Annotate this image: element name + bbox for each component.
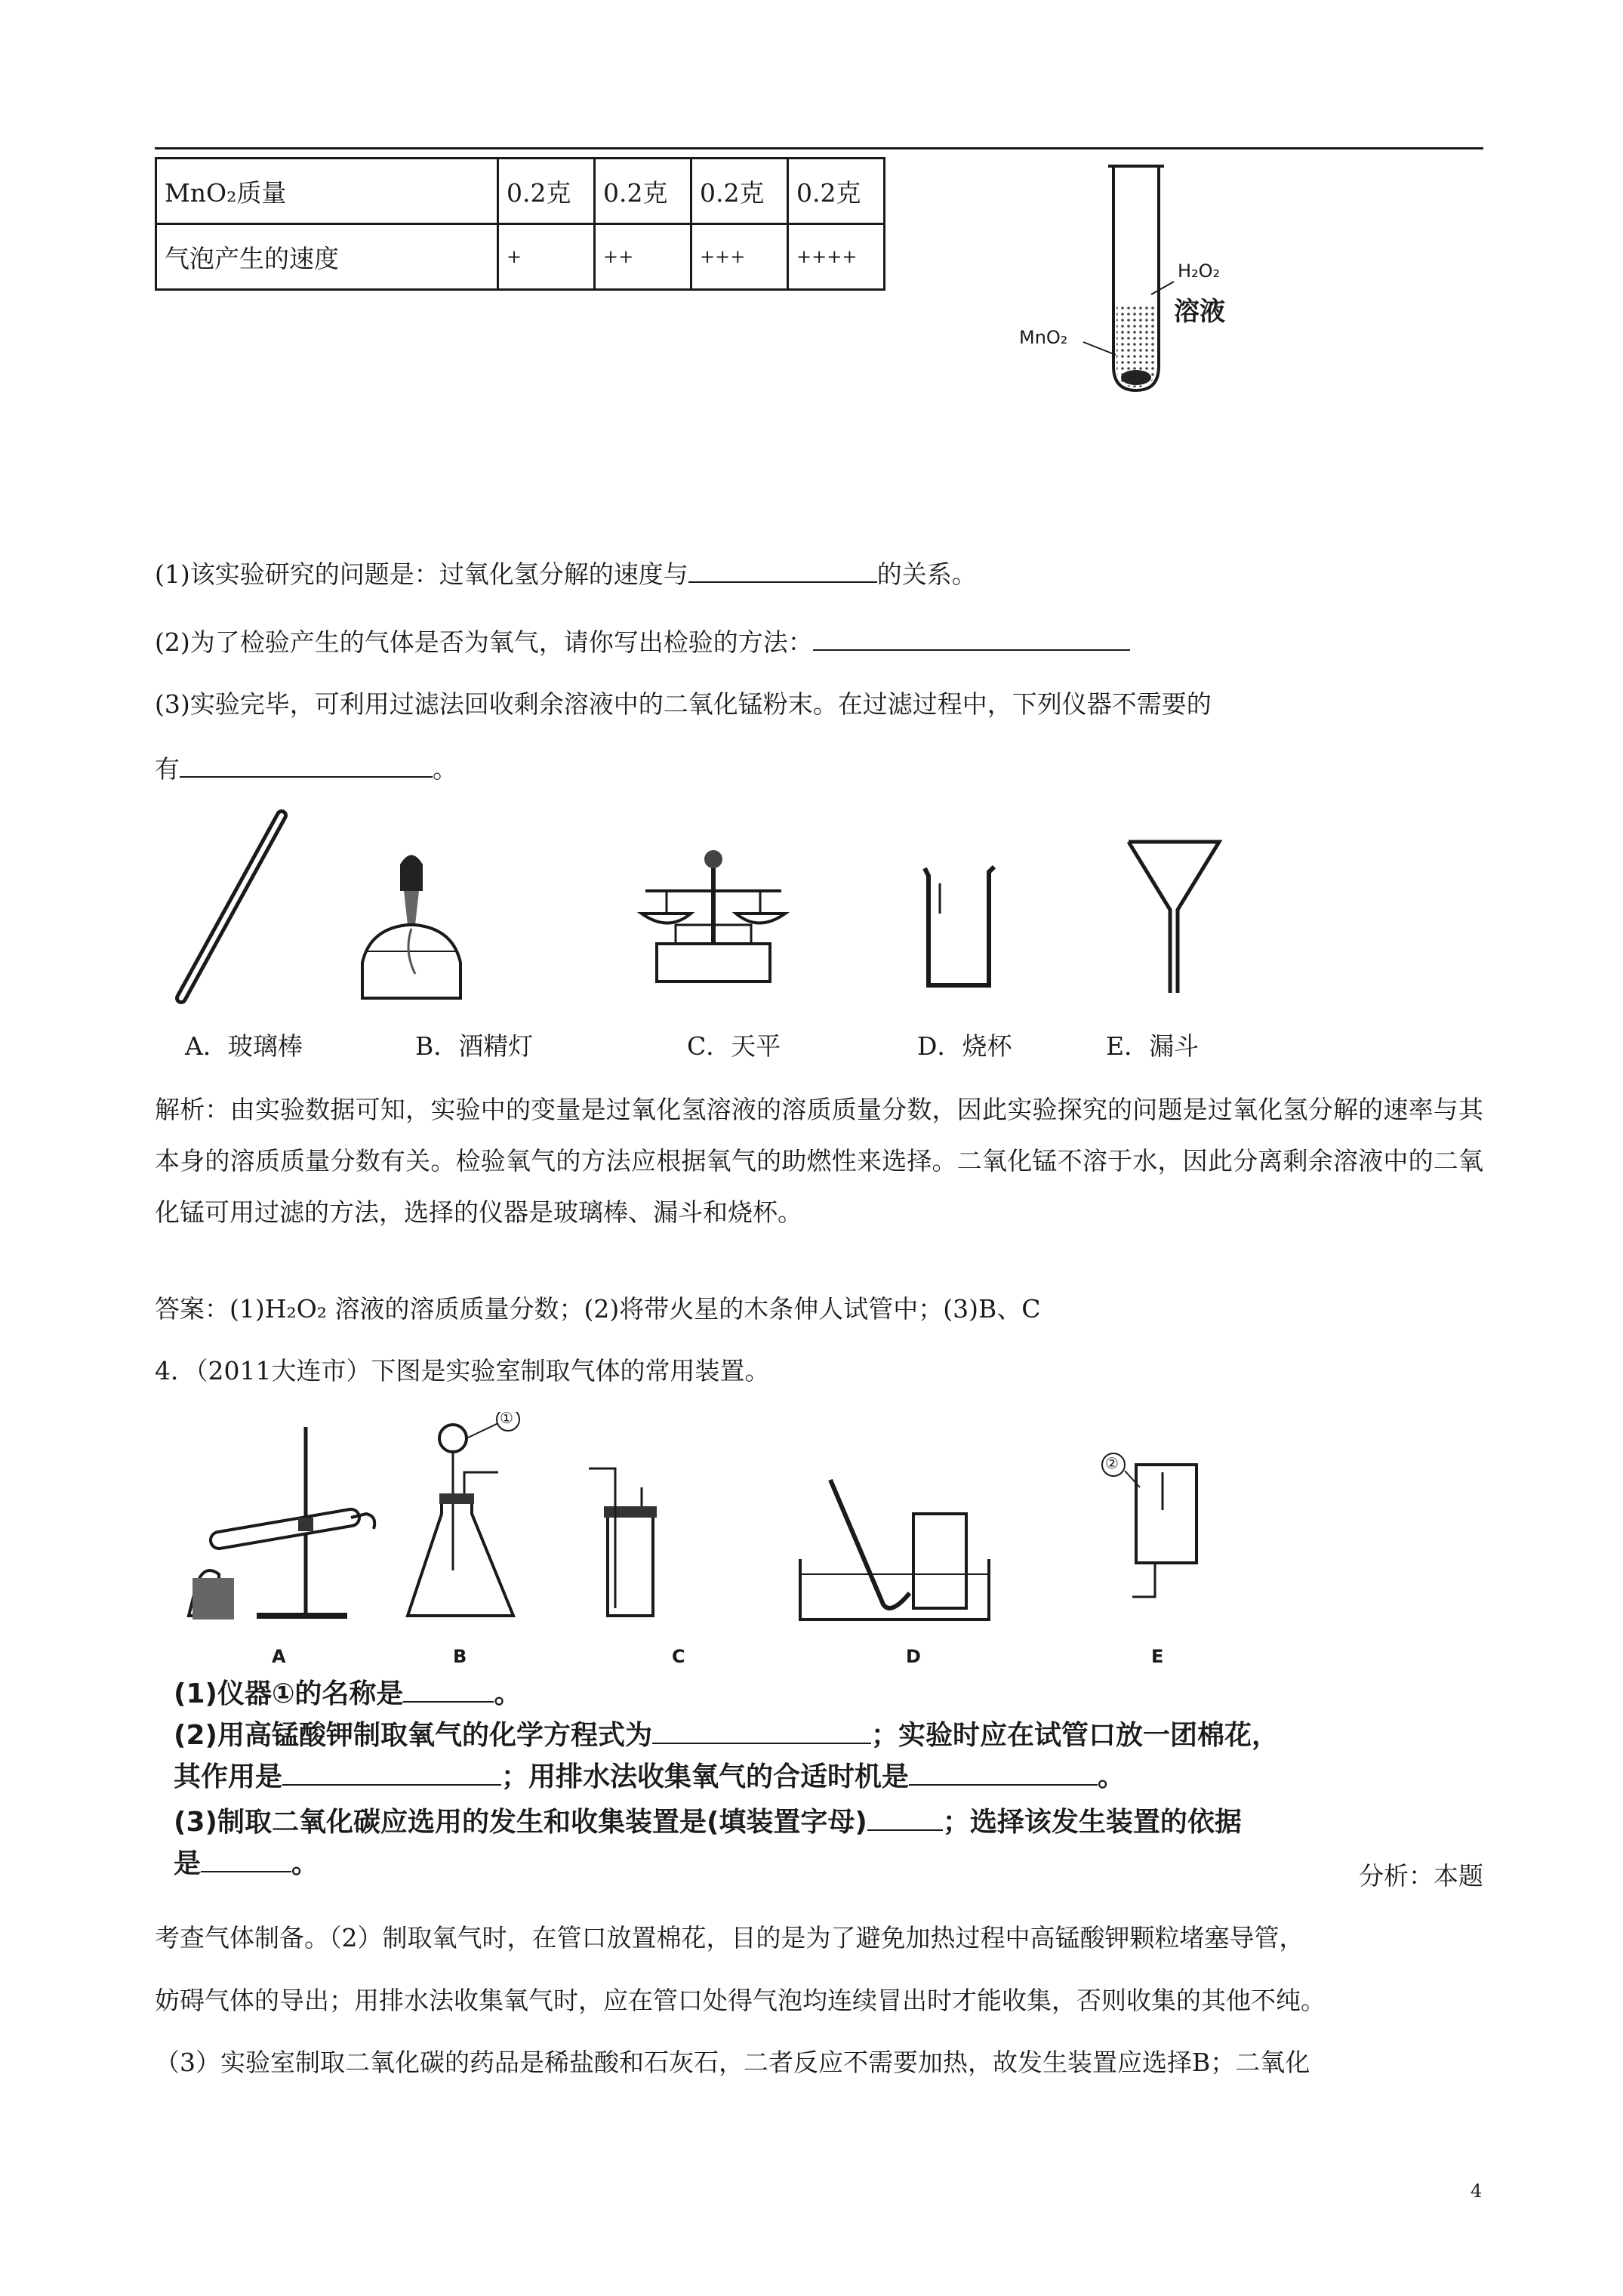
instrument-label-b: B．酒精灯	[415, 1031, 534, 1061]
scan-text: 其作用是	[174, 1761, 283, 1792]
instruments-figure	[155, 800, 1483, 1004]
scan-text: (1)仪器①的名称是	[174, 1678, 404, 1709]
scan-text: 。	[494, 1678, 522, 1709]
answer-blank	[909, 1761, 1098, 1786]
scan-line-3	[174, 1755, 1125, 1794]
circled-1: ①	[500, 1409, 513, 1427]
scan-text: 是	[174, 1848, 202, 1879]
answer-blank	[403, 1678, 494, 1703]
alcohol-lamp-icon	[362, 855, 460, 999]
table-cell: 0.2克	[691, 159, 788, 224]
apparatus-a-icon	[189, 1427, 374, 1620]
label-solution: 溶液	[1174, 297, 1225, 327]
analysis2-line-3: （3）实验室制取二氧化碳的药品是稀盐酸和石灰石，二者反应不需要加热，故发生装置应选择B；二氧化	[155, 2048, 1310, 2077]
scan-text: (3)制取二氧化碳应选用的发生和收集装置是(填装置字母)	[174, 1807, 867, 1838]
apparatus-figure	[181, 1409, 1208, 1684]
question-1-text: (1)该实验研究的问题是：过氧化氢分解的速度与	[155, 559, 688, 589]
answer-blank	[282, 1761, 501, 1786]
answer-blank	[867, 1807, 943, 1831]
table-cell: +	[498, 224, 595, 290]
funnel-icon	[1129, 842, 1219, 993]
apparatus-label-b: B	[453, 1646, 467, 1667]
question-3-line2	[155, 754, 457, 784]
instrument-label-d: D．烧杯	[917, 1031, 1012, 1061]
answer-blank	[652, 1720, 871, 1744]
question-3-line1: (3)实验完毕，可利用过滤法回收剩余溶液中的二氧化锰粉末。在过滤过程中，下列仪器不需要的	[155, 689, 1212, 719]
table-cell: 0.2克	[498, 159, 595, 224]
table-row	[156, 224, 885, 290]
balance-icon	[642, 850, 785, 982]
instrument-label-c: C．天平	[687, 1031, 781, 1061]
scan-line-5	[174, 1842, 319, 1881]
scan-text: ；用排水法收集氧气的合适时机是	[501, 1761, 910, 1792]
answer-blank	[813, 627, 1130, 651]
table-row	[156, 159, 885, 224]
answer-blank	[180, 754, 433, 778]
analysis2-start: 分析：本题	[1359, 1861, 1483, 1891]
apparatus-b-icon	[408, 1412, 519, 1616]
mno2-table	[155, 157, 885, 291]
scan-text: (2)用高锰酸钾制取氧气的化学方程式为	[174, 1720, 652, 1751]
answer-blank	[688, 559, 877, 583]
scan-line-4	[174, 1801, 1242, 1839]
scan-text: ；实验时应在试管口放一团棉花，	[870, 1720, 1279, 1751]
scan-line-1	[174, 1672, 521, 1711]
analysis2-line-2: 妨碍气体的导出；用排水法收集氧气时，应在管口处得气泡均连续冒出时才能收集，否则收集的其他不纯。	[155, 1986, 1326, 2015]
apparatus-label-e: E	[1151, 1646, 1164, 1667]
answer-blank	[201, 1848, 291, 1872]
question-3-end: 。	[433, 754, 457, 784]
apparatus-e-icon	[1102, 1453, 1196, 1597]
scan-text: ；选择该发生装置的依据	[942, 1807, 1242, 1838]
beaker-icon	[925, 867, 994, 985]
question-2	[155, 627, 1130, 658]
row-label: MnO₂质量	[156, 159, 498, 224]
answer-line: 答案：(1)H₂O₂ 溶液的溶质质量分数；(2)将带火星的木条伸人试管中；(3)B、C	[155, 1294, 1041, 1324]
label-h2o2: H₂O₂	[1178, 260, 1221, 282]
table-cell: +++	[691, 224, 788, 290]
question-1-end: 的关系。	[876, 559, 977, 589]
circled-2: ②	[1105, 1454, 1119, 1472]
label-mno2: MnO₂	[1019, 327, 1068, 348]
row-label: 气泡产生的速度	[156, 224, 498, 290]
table-cell: ++++	[788, 224, 885, 290]
apparatus-label-a: A	[272, 1646, 286, 1667]
scan-line-2	[174, 1714, 1279, 1752]
analysis2-line-1: 考查气体制备。（2）制取氧气时，在管口放置棉花，目的是为了避免加热过程中高锰酸钾颗粒堵塞导管，	[155, 1923, 1304, 1952]
scan-text: 。	[291, 1848, 319, 1879]
instrument-label-e: E．漏斗	[1106, 1031, 1200, 1061]
apparatus-label-c: C	[672, 1646, 685, 1667]
table-cell: ++	[595, 224, 691, 290]
question-2-text: (2)为了检验产生的气体是否为氧气，请你写出检验的方法：	[155, 627, 813, 657]
apparatus-d-icon	[800, 1480, 989, 1620]
apparatus-c-icon	[589, 1469, 657, 1616]
test-tube-figure	[1012, 155, 1253, 396]
table-cell: 0.2克	[788, 159, 885, 224]
apparatus-label-d: D	[906, 1646, 921, 1667]
glass-rod-icon	[181, 815, 282, 998]
instrument-label-a: A．玻璃棒	[185, 1031, 303, 1061]
page-number: 4	[1471, 2180, 1483, 2202]
header-rule	[155, 147, 1483, 149]
scan-text: 。	[1098, 1761, 1126, 1792]
analysis-paragraph: 解析：由实验数据可知，实验中的变量是过氧化氢溶液的溶质质量分数，因此实验探究的问题是过氧化氢分解的速率与其本身的溶质质量分数有关。检验氧气的方法应根据氧气的助燃性来选择。二氧化锰不溶于水，因此分离剩余溶液中的二氧化锰可用过滤的方法，选择的仪器是玻璃棒、漏斗和烧杯。	[155, 1095, 1483, 1227]
question-3-pre: 有	[155, 754, 180, 784]
table-cell: 0.2克	[595, 159, 691, 224]
question-4-title: 4．（2011大连市）下图是实验室制取气体的常用装置。	[155, 1356, 770, 1385]
question-1	[155, 559, 977, 590]
